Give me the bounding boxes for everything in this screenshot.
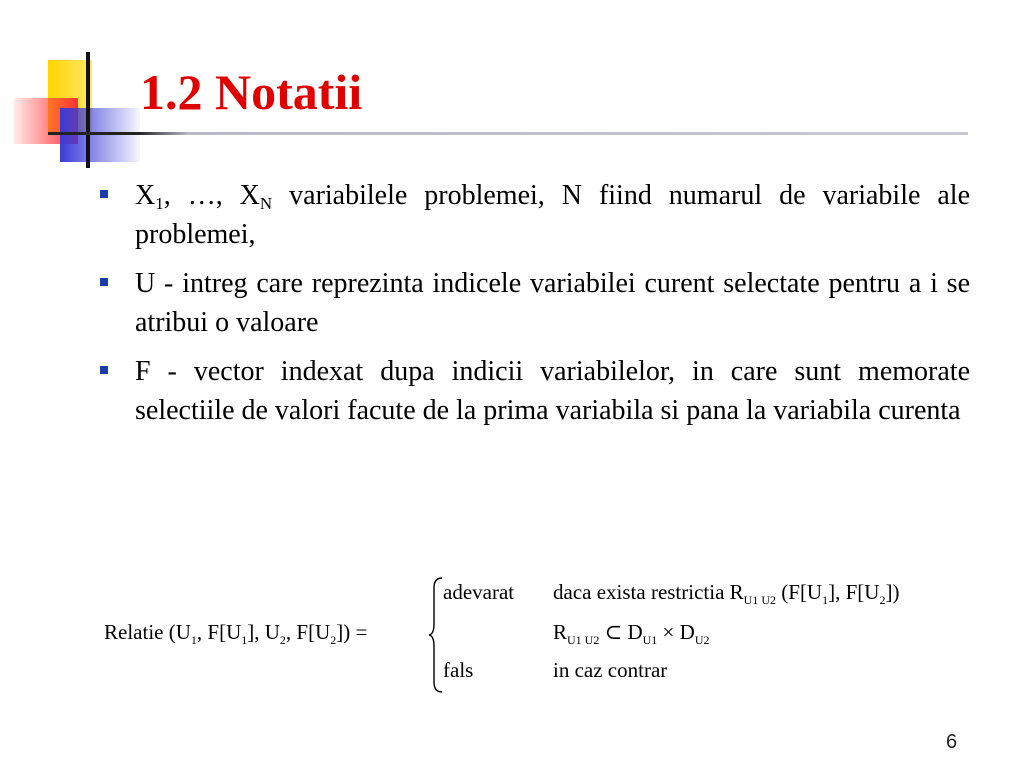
formula-lhs: Relatie ($U_1$, $F[U_1]$, $U_2$, $F[U_2]$) = — [104, 620, 368, 647]
bullet-item — [96, 352, 970, 430]
case1-value: adevarat — [443, 580, 515, 604]
bullet-text: U - intreg care reprezinta indicele variabilei curent selectate pentru a i se atribui o valoare — [135, 268, 970, 338]
subscript: 1 — [155, 194, 164, 213]
relation-formula — [0, 570, 1024, 700]
case2-condition: $R_{U1 U2}$ ⊂ $D_{U1} \times D_{U2}$ — [553, 620, 710, 647]
ellipsis: , …, — [163, 180, 240, 211]
logo-vertical-line — [86, 52, 90, 168]
subscript: N — [259, 194, 273, 213]
var-x-start: X — [135, 180, 156, 211]
bullet-item — [96, 264, 970, 342]
bullet-square-icon — [100, 278, 108, 286]
bullet-item — [96, 176, 970, 254]
bullet-text — [135, 176, 970, 254]
left-brace-icon — [428, 576, 444, 694]
bullet-list — [96, 176, 970, 440]
var-x-end: X — [239, 180, 260, 211]
page-number: 6 — [946, 731, 958, 753]
bullet-text: F - vector indexat dupa indicii variabilelor, in care sunt memorate selectiile de valori facute de la prima variabila si pana la variabila curenta — [135, 356, 970, 426]
slide-title: 1.2 Notatii — [140, 64, 363, 120]
case1-condition: daca exista restrictia $R_{U1 U2}$ ($F[U_1]$, $F[U_2]$) — [553, 580, 900, 607]
case3-value: fals — [443, 658, 474, 682]
bullet-square-icon — [100, 190, 108, 198]
logo-blue-square — [60, 108, 140, 162]
case3-condition: in caz contrar — [553, 658, 668, 682]
title-underline — [48, 132, 968, 135]
bullet-text-content: variabilele problemei, N fiind numarul de variabile ale problemei, — [135, 180, 971, 250]
bullet-square-icon — [100, 366, 108, 374]
